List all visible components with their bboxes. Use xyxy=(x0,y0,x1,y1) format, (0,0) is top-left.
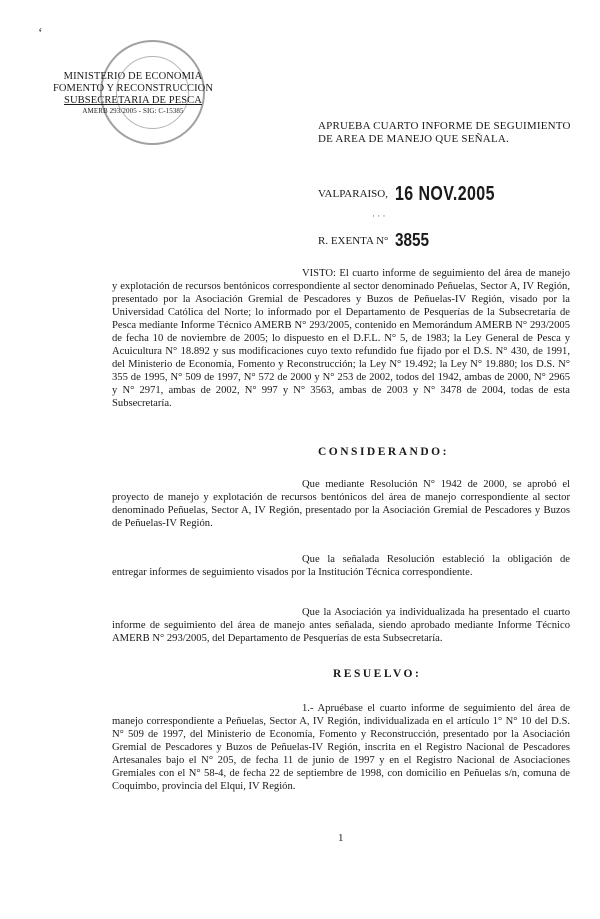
dots-mark: · · · xyxy=(372,211,386,221)
considerando-paragraph-3: Que la Asociación ya individualizada ha presentado el cuarto informe de seguimiento del área de manejo antes señalada, siendo aprobado mediante Informe Técnico AMERB N° 293/2005, del Departamento de Pesquerías de esta Subsecretaría. xyxy=(112,607,570,644)
visto-paragraph: VISTO: El cuarto informe de seguimiento del área de manejo y explotación de recursos bentónicos correspondiente al sector denominado Peñuelas, Sector A, IV Región, presentado por la Asociación Gremial de Pescadores y Buzos de Peñuelas-IV Región, visado por la Universidad Católica del Norte; lo informado por el Departamento de Pesquerías de la Subsecretaría de Pesca mediante Informe Técnico AMERB N° 293/2005, contenido en Memorándum AMERB N° 293/2005 de fecha 10 de noviembre de 2005; lo dispuesto en el D.F.L. N° 5, de 1983; la Ley General de Pesca y Acuicultura N° 18.892 y sus modificaciones cuyo texto refundido fue fijado por el D.S. N° 430, de 1991, del Ministerio de Economía, Fomento y Reconstrucción; la Ley N° 19.492; la Ley N° 19.880; los D.S. N° 355 de 1995, N° 509 de 1997, N° 572 de 2000 y N° 253 de 2002, todos del 1942, ambas de 2000, N° 2965 y N° 2971, ambas de 2002, N° 997 y N° 3563, ambas de 2003 y N° 3478 de 2004, todas de esta Subsecretaría. xyxy=(112,268,570,409)
ministry-reference: AMERB 293/2005 - SIG: C-15385 xyxy=(82,107,184,115)
ministry-line-3: SUBSECRETARIA DE PESCA xyxy=(64,95,202,106)
page-number: 1 xyxy=(338,832,344,844)
place: VALPARAISO, xyxy=(318,188,388,200)
considerando-paragraph-1: Que mediante Resolución N° 1942 de 2000, se aprobó el proyecto de manejo y explotación de recursos bentónicos del área de manejo correspondiente al sector denominado Peñuelas, Sector A, IV Región, presentado por la Asociación Gremial de Pescadores y Buzos de Peñuelas-IV Región. xyxy=(112,479,570,529)
ministry-line-2: FOMENTO Y RECONSTRUCCION xyxy=(52,83,214,94)
considerando-paragraph-2: Que la señalada Resolución estableció la obligación de entregar informes de seguimiento visados por la Institución Técnica correspondiente. xyxy=(112,554,570,578)
resolution-subject: APRUEBA CUARTO INFORME DE SEGUIMIENTO DE AREA DE MANEJO QUE SEÑALA. xyxy=(318,120,571,145)
exenta-number: 3855 xyxy=(395,230,430,250)
considerando-heading: CONSIDERANDO: xyxy=(318,446,449,458)
place-date xyxy=(318,180,520,203)
ministry-header xyxy=(48,71,218,116)
ministry-line-1: MINISTERIO DE ECONOMIA xyxy=(63,71,203,82)
resuelvo-heading: RESUELVO: xyxy=(333,668,422,680)
resuelvo-paragraph-1: 1.- Apruébase el cuarto informe de seguimiento del área de manejo correspondiente a Peñuelas, Sector A, IV Región, individualizada en el artículo 1° N° 10 del D.S. N° 509 de 1997, del Ministerio de Economía, Fomento y Reconstrucción, presentado por la Asociación Gremial de Pescadores y Buzos de Peñuelas-IV Región, inscrita en el Registro Nacional de Pescadores Artesanales bajo el N° 205, de fecha 11 de junio de 1997 y en el Registro Nacional de Asociaciones Gremiales con el N° 58-4, de fecha 22 de septiembre de 1998, con domicilio en Peñuelas s/n, comuna de Coquimbo, provincia del Elqui, IV Región. xyxy=(112,703,570,792)
exenta-line xyxy=(318,228,435,249)
corner-mark: ‘ xyxy=(38,26,43,41)
date-stamp: 16 NOV.2005 xyxy=(394,183,495,205)
exenta-label: R. EXENTA N° xyxy=(318,235,389,247)
